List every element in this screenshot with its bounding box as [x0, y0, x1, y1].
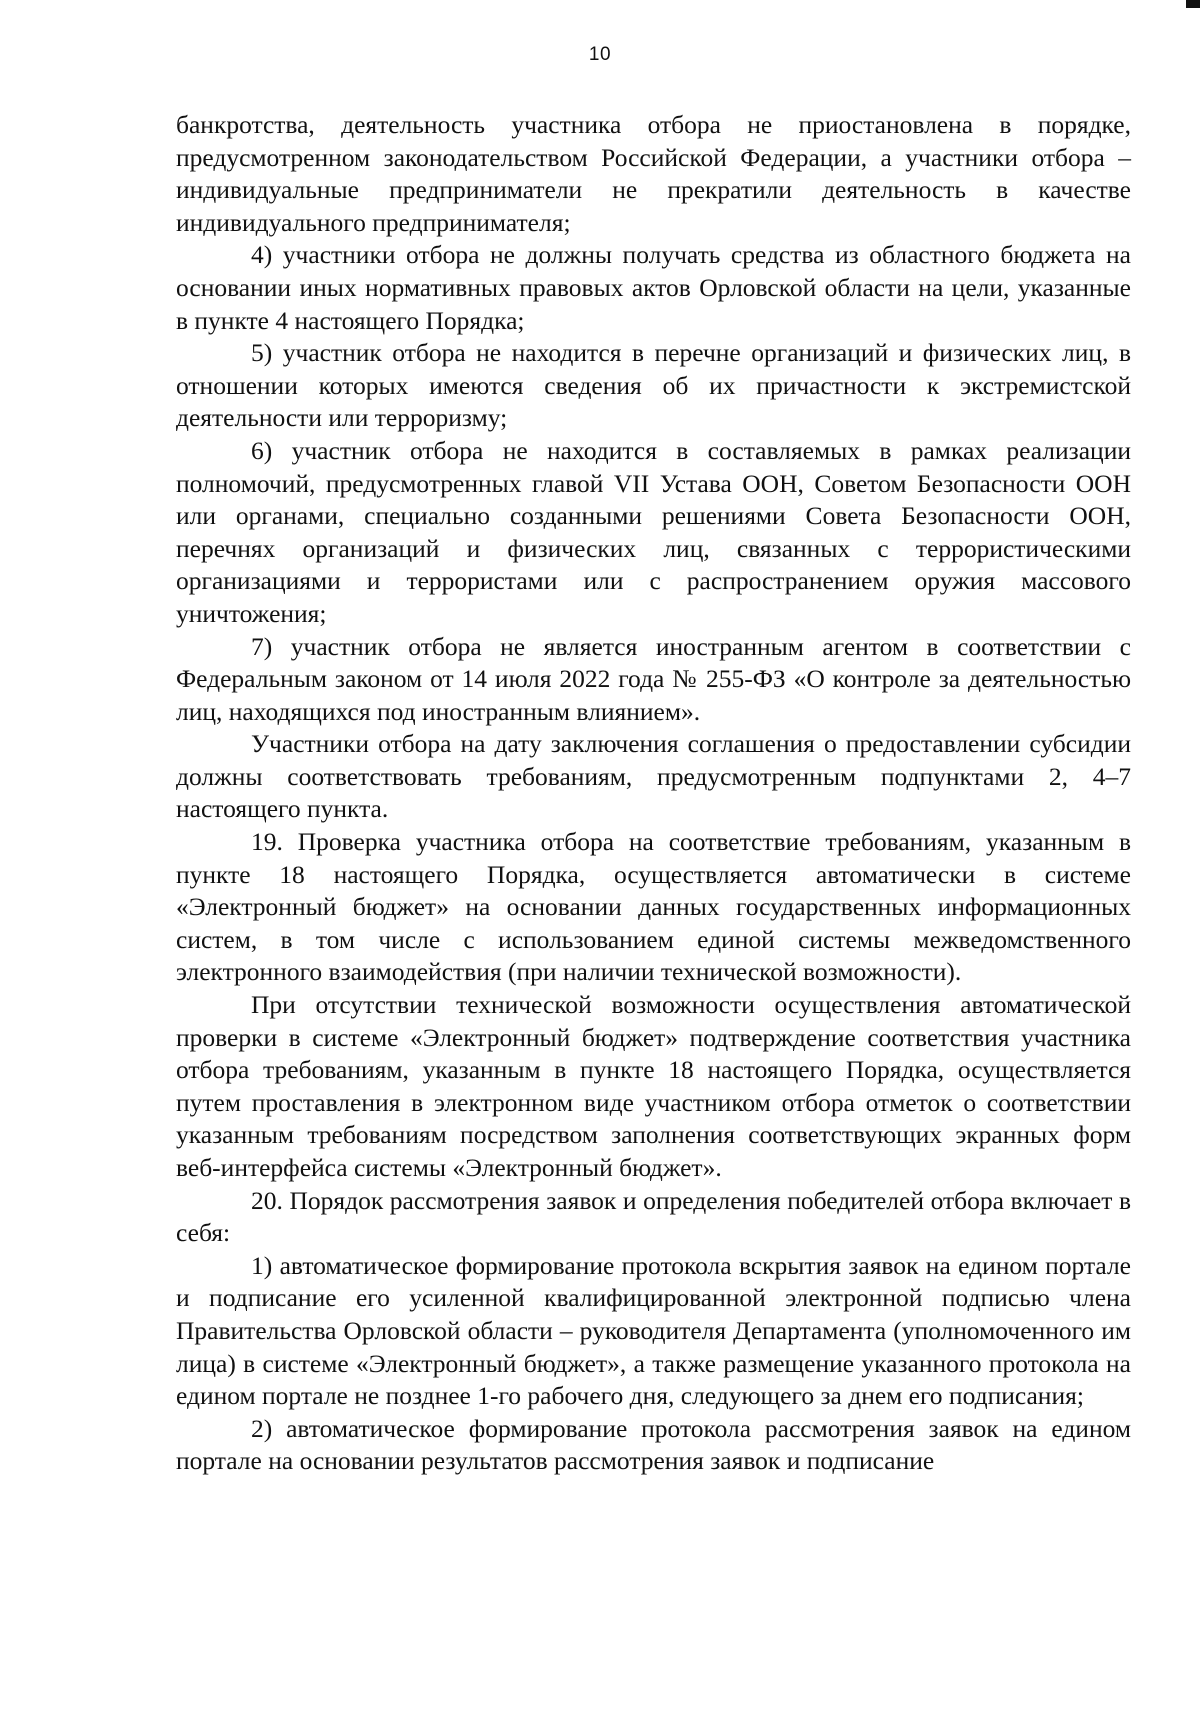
- paragraph-continuation: банкротства, деятельность участника отбора не приостановлена в порядке, предусмотренном законодательством Российской Федерации, а участники отбора – индивидуальные предприниматели не прекратили деятельность в качестве индивидуального предпринимателя;: [176, 110, 1131, 237]
- page-number: 10: [588, 44, 612, 65]
- paragraph-step-2: 2) автоматическое формирование протокола рассмотрения заявок на едином портале на основании результатов рассмотрения заявок и подписание: [176, 1413, 1131, 1476]
- document-body: [176, 109, 1131, 1478]
- paragraph-section-19: 19. Проверка участника отбора на соответствие требованиям, указанным в пункте 18 настоящего Порядка, осуществляется автоматически в системе «Электронный бюджет» на основании данных государственных информационных систем, в том числе с использованием единой системы межведомственного электронного взаимодействия (при наличии технической возможности).: [176, 827, 1131, 987]
- paragraph-manual-check: При отсутствии технической возможности осуществления автоматической проверки в системе «Электронный бюджет» подтверждение соответствия участника отбора требованиям, указанным в пункте 18 настоящего Порядка, осуществляется путем проставления в электронном виде участником отбора отметок о соответствии указанным требованиям посредством заполнения соответствующих экранных форм веб-интерфейса системы «Электронный бюджет».: [176, 990, 1131, 1182]
- paragraph-item-5: 5) участник отбора не находится в перечне организаций и физических лиц, в отношении которых имеются сведения об их причастности к экстремистской деятельности или терроризму;: [176, 338, 1131, 433]
- paragraph-item-6: 6) участник отбора не находится в составляемых в рамках реализации полномочий, предусмотренных главой VII Устава ООН, Советом Безопасности ООН или органами, специально созданными решениями Совета Безопасности ООН, перечнях организаций и физических лиц, связанных с террористическими организациями и террористами или с распространением оружия массового уничтожения;: [176, 435, 1131, 628]
- paragraph-item-7: 7) участник отбора не является иностранным агентом в соответствии с Федеральным законом от 14 июля 2022 года № 255-ФЗ «О контроле за деятельностью лиц, находящихся под иностранным влиянием».: [176, 631, 1131, 726]
- page-corner-mark: [1186, 0, 1200, 8]
- paragraph-item-4: 4) участники отбора не должны получать средства из областного бюджета на основании иных нормативных правовых актов Орловской области на цели, указанные в пункте 4 настоящего Порядка;: [176, 240, 1131, 335]
- paragraph-participants-requirements: Участники отбора на дату заключения соглашения о предоставлении субсидии должны соответствовать требованиям, предусмотренным подпунктами 2, 4–7 настоящего пункта.: [176, 729, 1131, 824]
- paragraph-step-1: 1) автоматическое формирование протокола вскрытия заявок на едином портале и подписание его усиленной квалифицированной электронной подписью члена Правительства Орловской области – руководителя Департамента (уполномоченного им лица) в системе «Электронный бюджет», а также размещение указанного протокола на едином портале не позднее 1-го рабочего дня, следующего за днем его подписания;: [176, 1250, 1131, 1411]
- paragraph-section-20: 20. Порядок рассмотрения заявок и определения победителей отбора включает в себя:: [176, 1185, 1131, 1248]
